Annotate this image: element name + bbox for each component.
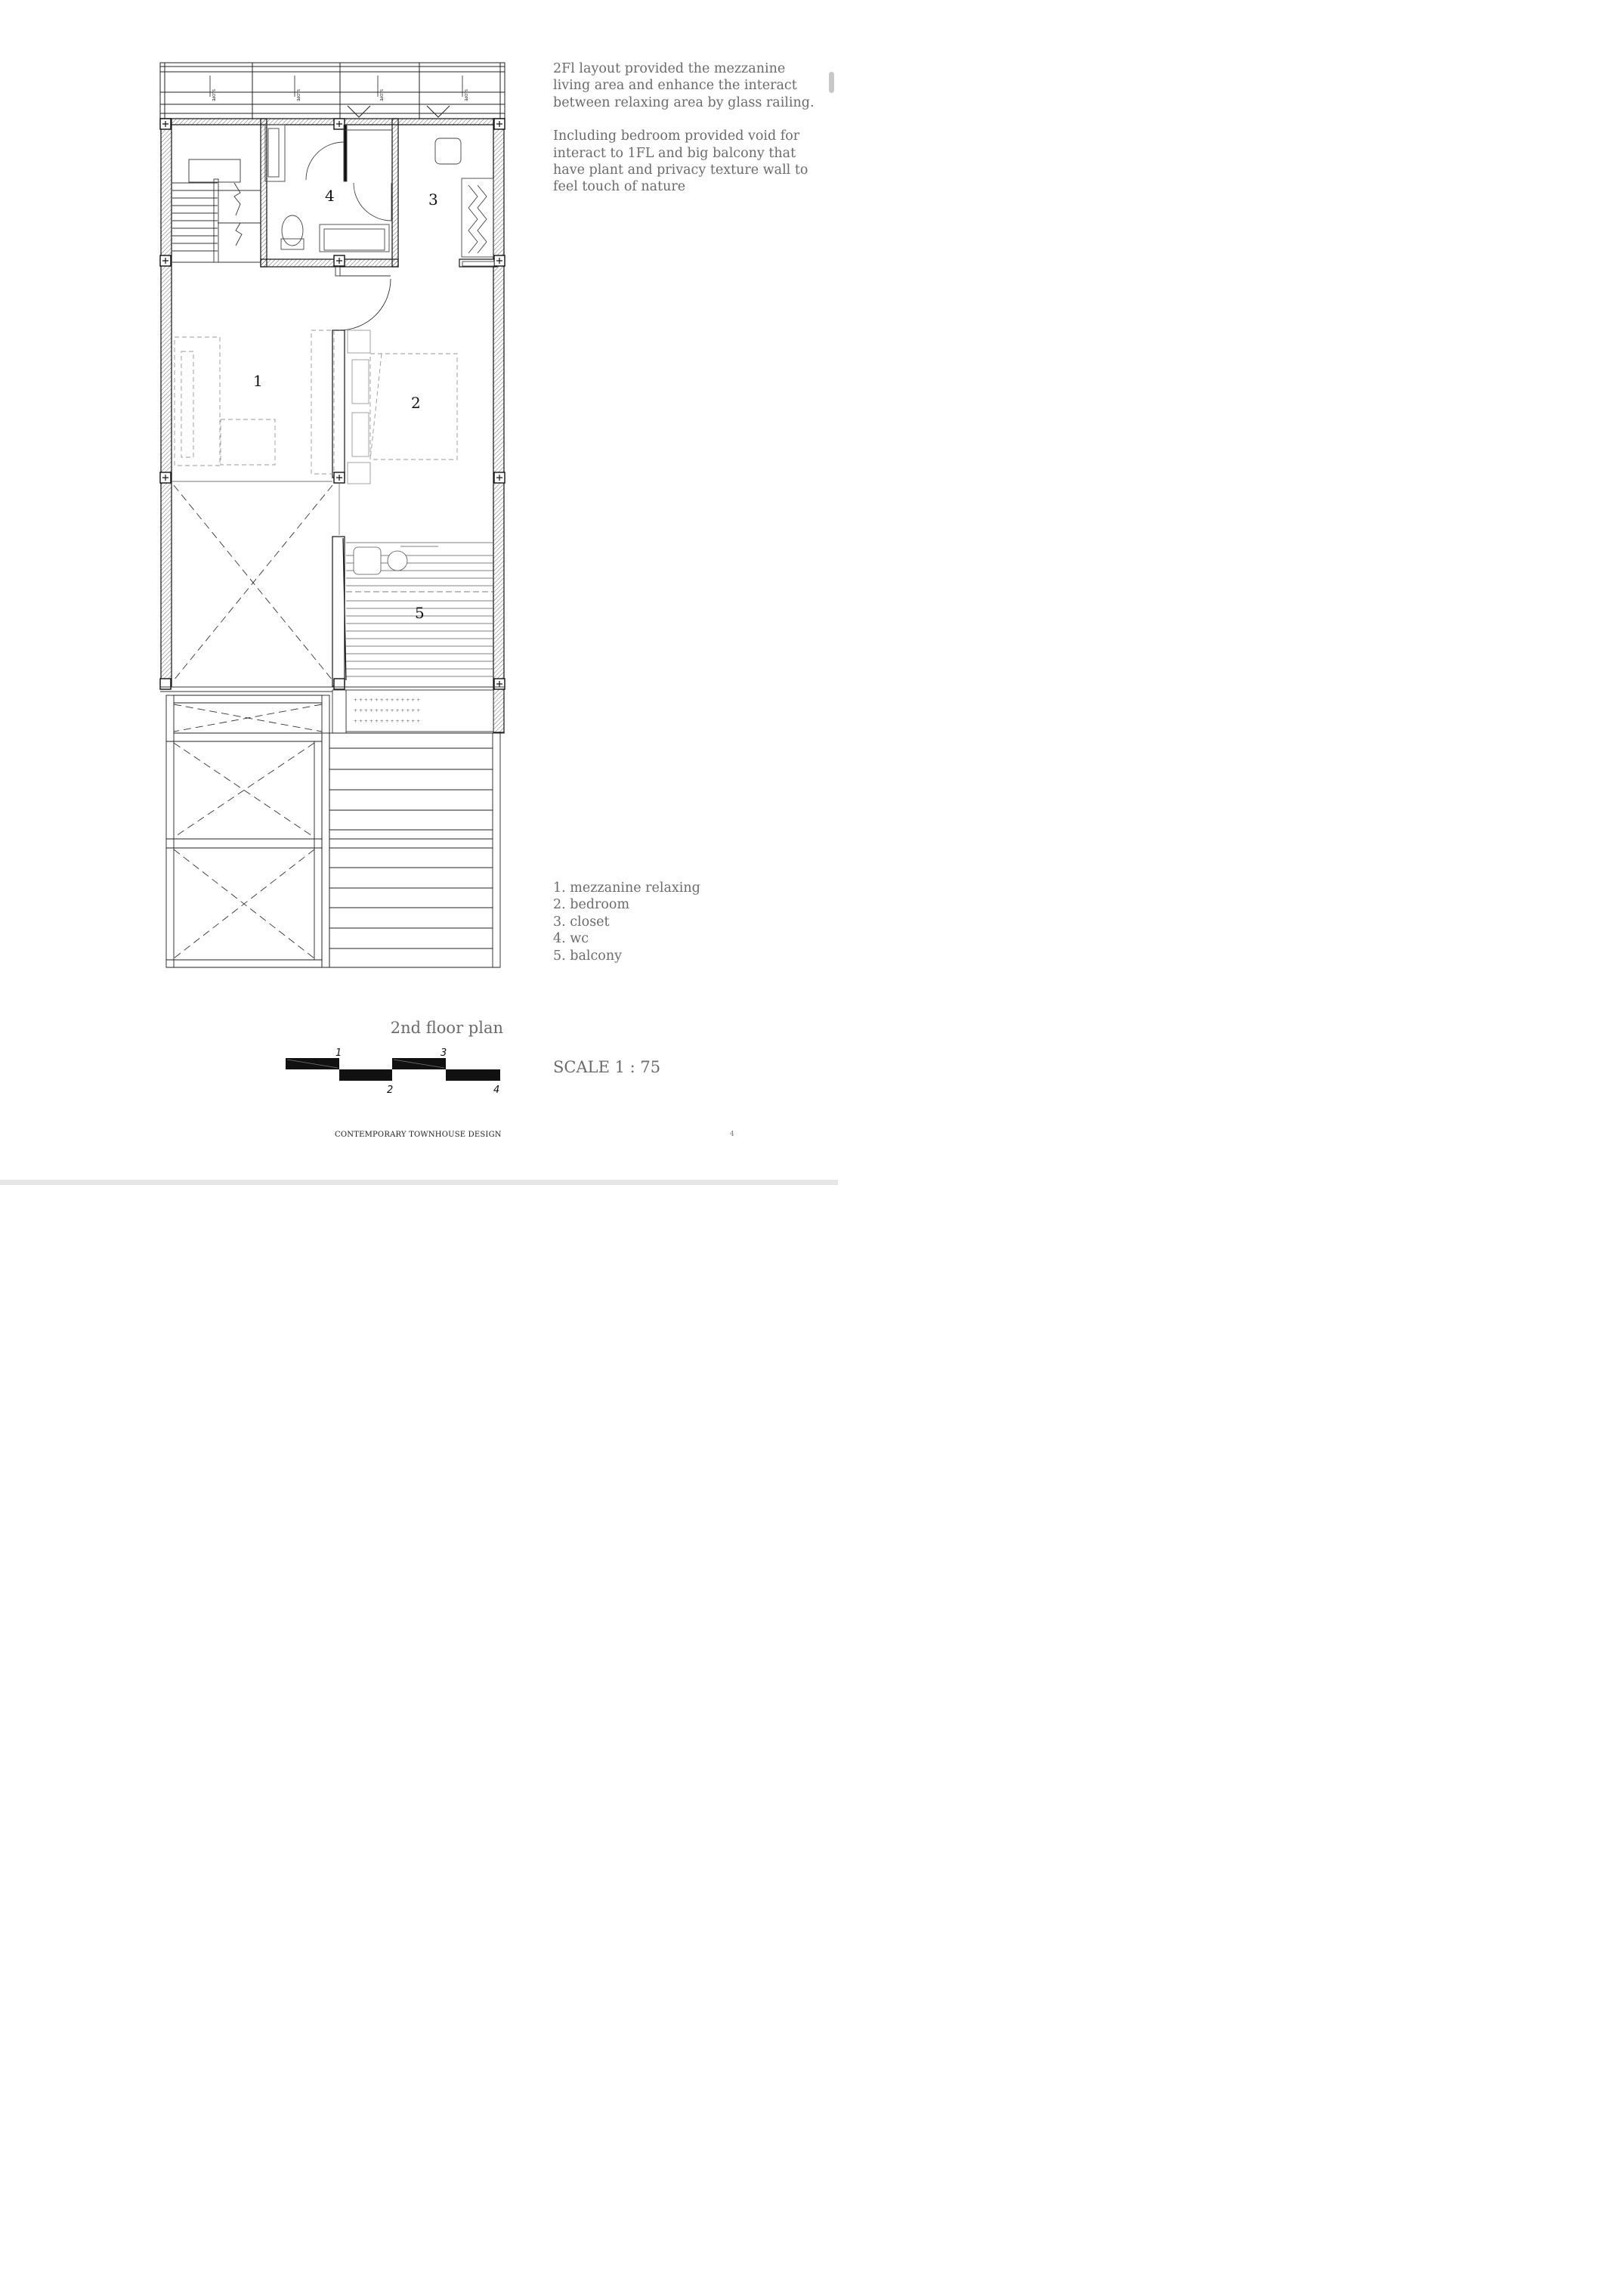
legend-item: 2. bedroom (553, 897, 630, 913)
double-height-void (174, 485, 332, 680)
plan-description (553, 60, 818, 212)
svg-text:3: 3 (441, 1047, 447, 1059)
svg-text:+ + + + + + + + + +: + + + + + + + + + + + + + (354, 698, 421, 703)
svg-text:1: 1 (335, 1047, 342, 1059)
mezzanine-door (335, 267, 391, 330)
balcony-planter (160, 687, 505, 733)
svg-text:SLOPE: SLOPE (211, 89, 215, 101)
lower-void-crosses (174, 704, 322, 958)
svg-text:4: 4 (493, 1085, 500, 1096)
room-number-5: 5 (415, 604, 425, 622)
lower-roof (166, 695, 500, 967)
room-number-1: 1 (253, 372, 263, 390)
floor-plan-drawing (151, 53, 514, 975)
vertical-scrollbar-thumb[interactable] (829, 72, 834, 93)
legend-item: 1. mezzanine relaxing (553, 880, 700, 896)
footer-title: CONTEMPORARY TOWNHOUSE DESIGN (335, 1131, 502, 1139)
legend-item: 3. closet (553, 914, 610, 930)
description-paragraph-1: 2Fl layout provided the mezzanine living area and enhance the interact between relaxing area by glass railing. (553, 61, 815, 110)
legend-item: 4. wc (553, 931, 589, 947)
legend-item: 5. balcony (553, 948, 622, 964)
svg-text:SLOPE: SLOPE (295, 89, 300, 101)
page-number: 4 (730, 1131, 734, 1138)
room-number-3: 3 (428, 190, 438, 209)
svg-text:2: 2 (387, 1085, 394, 1096)
staircase (172, 159, 261, 262)
scale-label: SCALE 1 : 75 (553, 1058, 661, 1076)
closet-fixtures (435, 138, 494, 266)
svg-text:SLOPE: SLOPE (379, 89, 383, 101)
room-legend (553, 880, 780, 964)
room-number-2: 2 (411, 394, 421, 412)
svg-text:SLOPE: SLOPE (463, 89, 468, 101)
mezzanine-furniture (172, 330, 334, 481)
viewer-bottom-bar (0, 1180, 838, 1185)
scale-bar (280, 1043, 506, 1103)
svg-text:+ + + + + + + + + +: + + + + + + + + + + + + + (354, 708, 421, 713)
bedroom-furniture (339, 330, 457, 535)
description-paragraph-2: Including bedroom provided void for interact to 1FL and big balcony that have plant and privacy texture wall to feel touch of nature (553, 128, 808, 195)
plan-title: 2nd floor plan (390, 1019, 503, 1037)
slope-arrows (210, 76, 468, 101)
planter-dots (354, 698, 420, 724)
room-number-4: 4 (325, 187, 335, 205)
scale-bar-blocks (286, 1058, 500, 1081)
svg-text:+ + + + + + + + + +: + + + + + + + + + + + + + (354, 719, 421, 724)
